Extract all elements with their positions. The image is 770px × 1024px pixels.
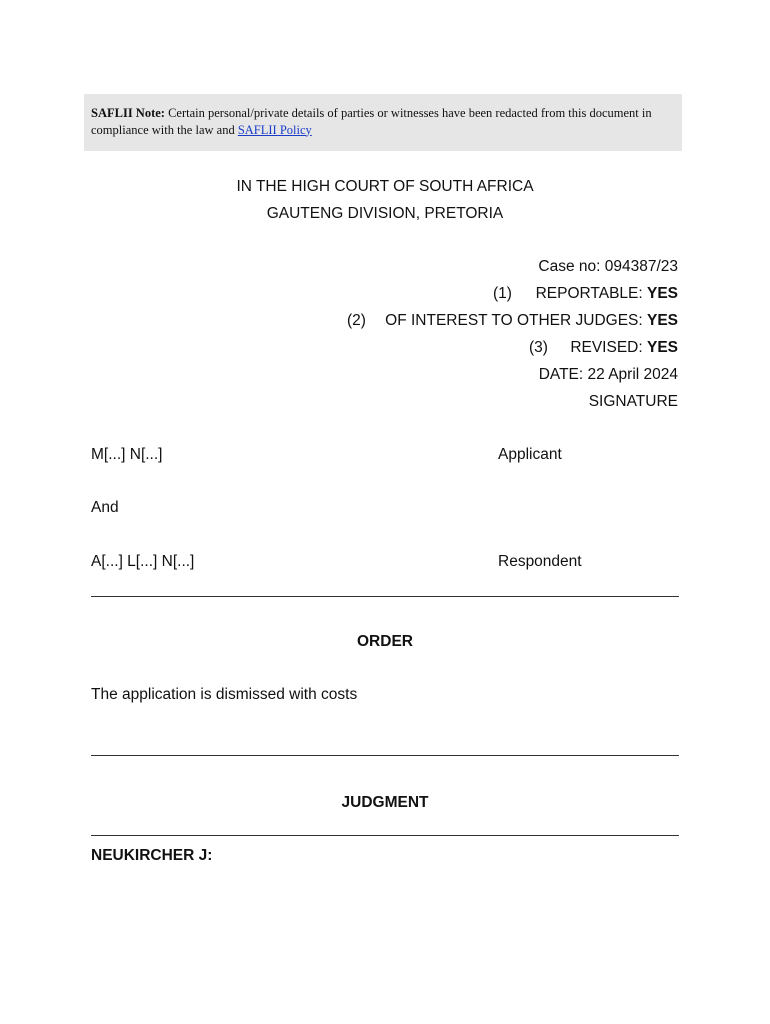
judgment-date: DATE: 22 April 2024	[538, 366, 678, 383]
order-heading: ORDER	[357, 633, 413, 650]
interest-value: YES	[646, 312, 678, 329]
revised-label: REVISED:	[570, 339, 647, 356]
divider-line	[91, 835, 679, 836]
saflii-note-text: Certain personal/private details of parties or witnesses have been redacted from this document in compliance with the law and	[91, 106, 652, 137]
revised-value: YES	[646, 339, 678, 356]
respondent-name: A[...] L[...] N[...]	[91, 553, 195, 570]
case-number: Case no: 094387/23	[538, 258, 678, 275]
judge-name: NEUKIRCHER J:	[91, 847, 213, 864]
divider-line	[91, 755, 679, 756]
saflii-policy-link[interactable]: SAFLII Policy	[237, 122, 312, 137]
applicant-name: M[...] N[...]	[91, 446, 163, 463]
saflii-note	[84, 94, 682, 151]
interest-label: OF INTEREST TO OTHER JUDGES:	[385, 312, 647, 329]
interest-line	[385, 312, 678, 330]
item-number-2: (2)	[347, 312, 366, 329]
reportable-value: YES	[646, 285, 678, 302]
item-number-1: (1)	[493, 285, 512, 302]
court-division: GAUTENG DIVISION, PRETORIA	[266, 205, 504, 222]
divider-line	[91, 596, 679, 597]
court-name: IN THE HIGH COURT OF SOUTH AFRICA	[236, 178, 534, 195]
and-label: And	[91, 499, 119, 516]
signature-label: SIGNATURE	[588, 393, 678, 410]
judgment-heading: JUDGMENT	[341, 794, 429, 811]
saflii-note-label: SAFLII Note:	[91, 106, 165, 120]
applicant-role: Applicant	[498, 446, 562, 463]
order-text: The application is dismissed with costs	[91, 686, 358, 703]
item-number-3: (3)	[529, 339, 548, 356]
respondent-role: Respondent	[498, 553, 582, 570]
reportable-line	[536, 285, 678, 303]
revised-line	[570, 339, 678, 357]
reportable-label: REPORTABLE:	[535, 285, 647, 302]
